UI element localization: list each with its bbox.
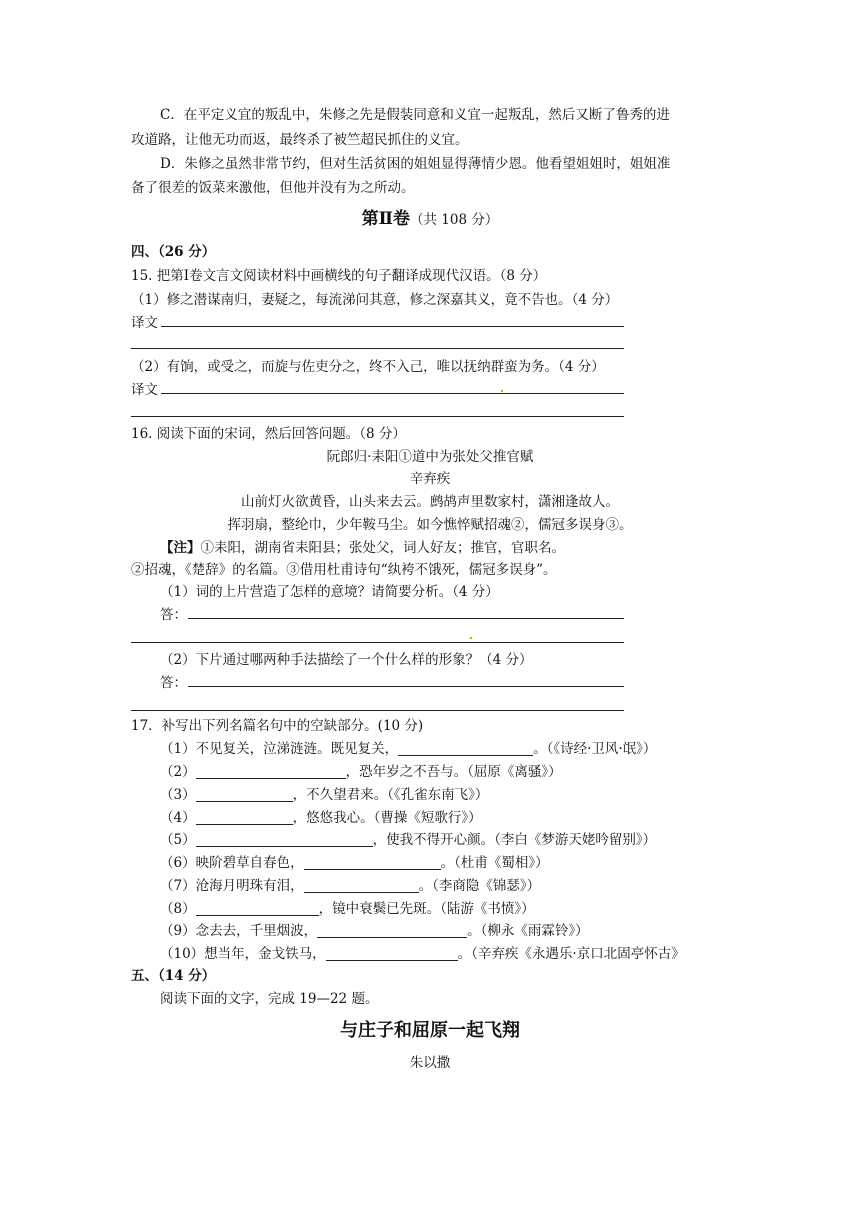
article-author: 朱以撒 [409,1055,451,1071]
q17-item-3-pre: （3） [160,787,196,803]
q17-item-5-blank[interactable] [196,832,373,847]
q17-item-7 [160,876,540,896]
poem-line2: 挥羽扇，整纶巾，少年鞍马尘。如今憔悴赋招魂②，儒冠多误身③。 [227,517,633,533]
article-title: 与庄子和屈原一起飞翔 [340,1020,520,1041]
q17-item-4-post: ，悠悠我心。（曹操《短歌行》） [292,810,482,826]
q17-item-8-blank[interactable] [196,901,319,916]
poem-note-line2: ②招魂，《楚辞》的名篇。③借用杜甫诗句“纨袴不饿死，儒冠多误身”。 [131,562,557,578]
q17-item-4 [160,808,482,828]
q17-item-5 [160,830,656,850]
q16-sub2-answer-line1[interactable] [188,686,624,687]
option-d-line1: D．朱修之虽然非常节约，但对生活贫困的姐姐显得薄情少恩。他看望姐姐时，姐姐准 [160,156,671,172]
q17-item-5-pre: （5） [160,832,196,848]
q17-item-6 [160,853,549,873]
q17-item-6-pre: （6）映阶碧草自春色， [160,855,304,871]
q16-sub1: （1）词的上片营造了怎样的意境？请简要分析。（4 分） [160,584,499,600]
q17-item-7-blank[interactable] [304,878,419,893]
q16-stem: 16. 阅读下面的宋词，然后回答问题。（8 分） [131,426,406,442]
q17-item-9-pre: （9）念去去，千里烟波， [160,923,318,939]
q15-sub2-answer-line1[interactable] [161,393,624,394]
q17-item-2-blank[interactable] [196,764,346,779]
q17-item-8-pre: （8） [160,901,196,917]
q15-sub2-answer-label: 译文 [131,382,158,398]
q17-item-10 [160,944,685,964]
q17-item-2 [160,762,562,782]
q17-item-6-blank[interactable] [304,855,441,870]
q16-sub1-answer-line1[interactable] [188,618,624,619]
q17-item-9-post: 。（柳永《雨霖铃》） [467,923,589,939]
q15-stem: 15. 把第Ⅰ卷文言文阅读材料中画横线的句子翻译成现代汉语。（8 分） [131,268,547,284]
q15-sub1-answer-line2[interactable] [131,348,624,349]
q15-sub1: （1）修之潜谋南归，妻疑之，每流涕问其意，修之深嘉其义，竟不告也。（4 分） [131,292,619,308]
part2-score: （共 108 分） [409,212,499,228]
q17-item-8 [160,899,535,919]
q17-item-3-blank[interactable] [196,787,293,802]
q17-item-1 [160,739,656,759]
q16-sub2: （2）下片通过哪两种手法描绘了一个什么样的形象？（4 分） [160,652,533,668]
scan-speck [501,390,503,392]
q16-sub1-answer-label: 答： [160,607,187,623]
q17-item-1-pre: （1）不见复关，泣涕涟涟。既见复关， [160,741,399,757]
part2-title-text: 第Ⅱ卷 [361,209,410,229]
q17-item-3-post: ，不久望君来。（《孔雀东南飞》） [292,787,489,803]
q17-item-2-pre: （2） [160,764,196,780]
q15-sub2: （2）有饷，或受之，而旋与佐吏分之，终不入己，唯以抚纳群蛮为务。（4 分） [131,359,605,375]
poem-title: 阮郎归·耒阳①道中为张处父推官赋 [326,449,534,465]
q16-sub2-answer-label: 答： [160,675,187,691]
note-label: 【注】 [160,540,201,556]
q15-sub1-answer-label: 译文 [131,315,158,331]
q16-sub2-answer-line2[interactable] [131,710,624,711]
q17-item-1-blank[interactable] [398,741,533,756]
q17-item-9 [160,921,589,941]
option-c-line1: C．在平定义宜的叛乱中，朱修之先是假装同意和义宜一起叛乱，然后又断了鲁秀的进 [160,107,670,123]
q17-item-1-post: 。（《诗经·卫风·氓》） [533,741,657,757]
option-d-line2: 备了很差的饭菜来激他，但他并没有为之所动。 [131,180,415,196]
section4-heading: 四、（26 分） [131,244,216,260]
q17-item-8-post: ，镜中衰鬓已先斑。（陆游《书愤》） [318,901,535,917]
q15-sub1-answer-line1[interactable] [161,326,624,327]
q17-item-4-pre: （4） [160,810,196,826]
q17-item-10-post: 。（辛弃疾《永遇乐·京口北固亭怀古》 [457,946,685,962]
section5-instruction: 阅读下面的文字，完成 19—22 题。 [160,991,379,1007]
q17-item-7-post: 。（李商隐《锦瑟》） [418,878,541,894]
q17-item-9-blank[interactable] [317,923,467,938]
option-c-line2: 攻道路，让他无功而返，最终杀了被竺超民抓住的义宜。 [131,132,469,148]
note-text1: ①耒阳，湖南省耒阳县；张处父，词人好友；推官，官职名。 [200,540,565,556]
poem-note-line1 [160,538,565,558]
q17-stem: 17．补写出下列名篇名句中的空缺部分。(10 分) [131,718,424,734]
poem-poet: 辛弃疾 [409,471,451,487]
q15-sub2-answer-line2[interactable] [131,416,624,417]
poem-line1: 山前灯火欲黄昏，山头来去云。鹧鸪声里数家村，潇湘逢故人。 [241,494,619,510]
q17-item-2-post: ，恐年岁之不吾与。（屈原《离骚》） [345,764,562,780]
q17-item-5-post: ，使我不得开心颜。（李白《梦游天姥吟留别》） [372,832,657,848]
q17-item-10-pre: （10）想当年，金戈铁马， [160,946,326,962]
q17-item-3 [160,785,488,805]
part2-title [0,206,860,233]
q16-sub1-answer-line2[interactable] [131,642,624,643]
q17-item-7-pre: （7）沧海月明珠有泪， [160,878,304,894]
section5-heading: 五、（14 分） [131,968,216,984]
q17-item-6-post: 。（杜甫《蜀相》） [440,855,549,871]
q17-item-10-blank[interactable] [326,946,458,961]
scan-speck-2 [470,637,472,639]
q17-item-4-blank[interactable] [196,810,293,825]
